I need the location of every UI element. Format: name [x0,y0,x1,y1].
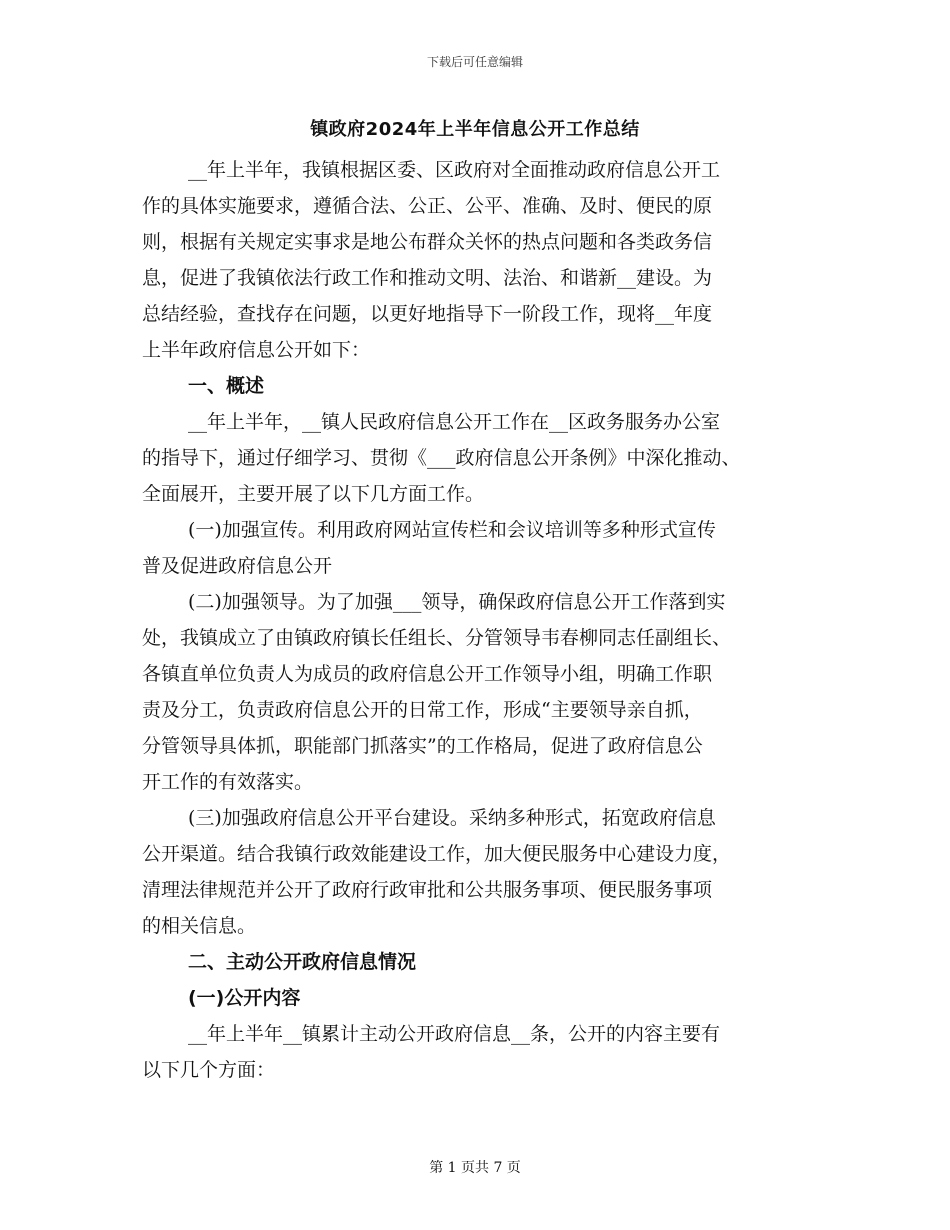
paragraph-line: 分管领导具体抓，职能部门抓落实”的工作格局，促进了政府信息公 [142,735,703,757]
subsection-heading: (一)公开内容 [188,987,301,1009]
section-heading: 二、主动公开政府信息情况 [188,951,417,973]
paragraph-line: 作的具体实施要求，遵循合法、公正、公平、准确、及时、便民的原 [142,195,713,217]
paragraph-line: __年上半年__镇累计主动公开政府信息__条，公开的内容主要有 [188,1023,721,1045]
section-heading: 一、概述 [188,375,265,397]
page-footer: 第 1 页共 7 页 [429,1160,521,1176]
paragraph-line: (三)加强政府信息公开平台建设。采纳多种形式，拓宽政府信息 [188,807,716,829]
paragraph-line: 责及分工，负责政府信息公开的日常工作，形成“主要领导亲自抓， [142,699,703,721]
download-note: 下载后可任意编辑 [426,55,523,69]
paragraph-line: 清理法律规范并公开了政府行政审批和公共服务事项、便民服务事项 [142,879,713,901]
paragraph-line: 普及促进政府信息公开 [142,555,333,577]
paragraph-line: 则，根据有关规定实事求是地公布群众关怀的热点问题和各类政务信 [142,231,713,253]
paragraph-line: __年上半年，我镇根据区委、区政府对全面推动政府信息公开工 [188,159,721,181]
paragraph-line: 开工作的有效落实。 [142,771,314,793]
document-title: 镇政府2024年上半年信息公开工作总结 [310,119,640,140]
paragraph-line: 总结经验，查找存在问题，以更好地指导下一阶段工作，现将__年度 [142,303,713,325]
paragraph-line: (一)加强宣传。利用政府网站宣传栏和会议培训等多种形式宣传 [188,519,716,541]
paragraph-line: 息，促进了我镇依法行政工作和推动文明、法治、和谐新__建设。为 [142,267,713,289]
paragraph-line: (二)加强领导。为了加强___领导，确保政府信息公开工作落到实 [188,591,726,613]
paragraph-line: 的相关信息。 [142,915,257,937]
paragraph-line: 处，我镇成立了由镇政府镇长任组长、分管领导韦春柳同志任副组长、 [142,627,732,649]
document-body [142,152,812,1088]
paragraph-line: 的指导下，通过仔细学习、贯彻《___政府信息公开条例》中深化推动、 [142,447,741,469]
paragraph-line: __年上半年，__镇人民政府信息公开工作在__区政务服务办公室 [188,411,721,433]
paragraph-line: 全面展开，主要开展了以下几方面工作。 [142,483,485,505]
paragraph-line: 各镇直单位负责人为成员的政府信息公开工作领导小组，明确工作职 [142,663,713,685]
paragraph-line: 上半年政府信息公开如下： [142,339,371,361]
paragraph-line: 以下几个方面： [142,1059,276,1081]
paragraph-line: 公开渠道。结合我镇行政效能建设工作，加大便民服务中心建设力度， [142,843,732,865]
